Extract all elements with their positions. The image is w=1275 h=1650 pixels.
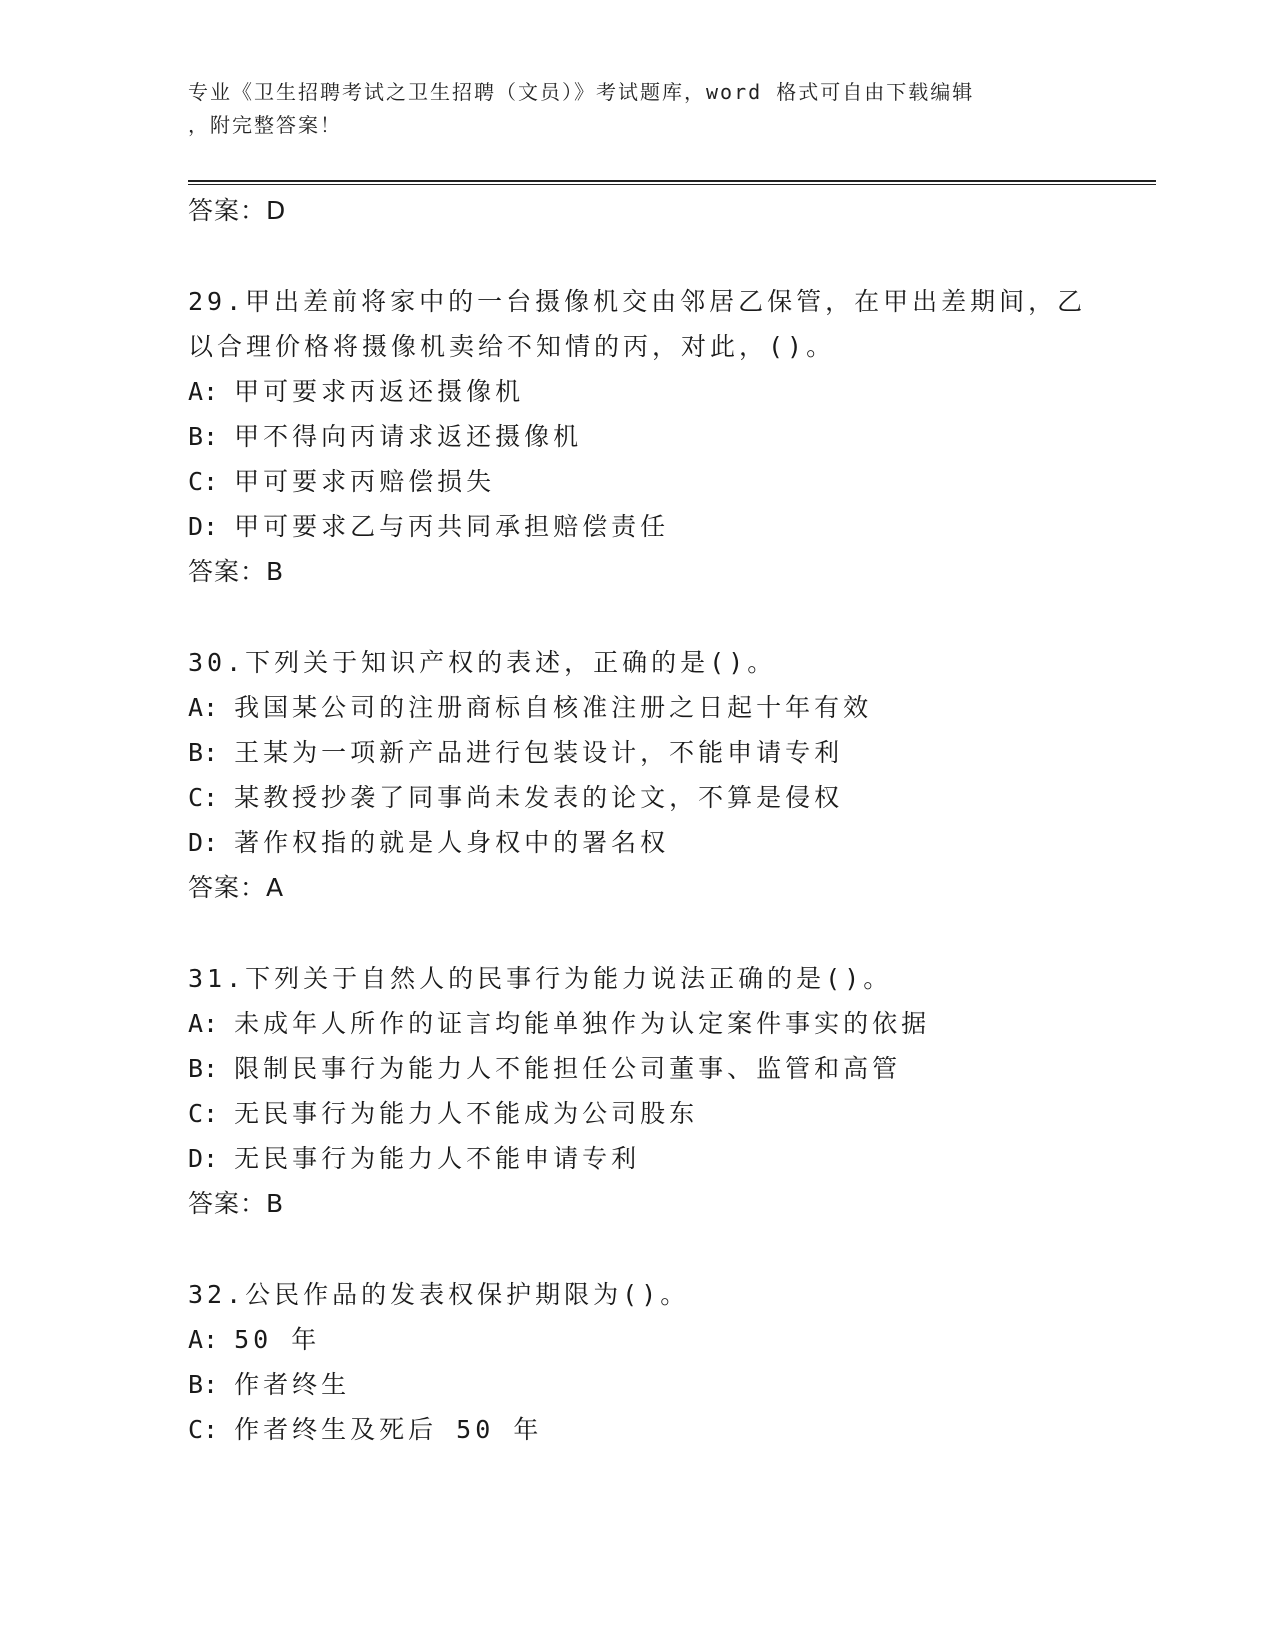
option-text: 王某为一项新产品进行包装设计，不能申请专利 [234,738,844,767]
option-b [188,730,1156,775]
option-letter: C: [188,1415,219,1444]
question-text: 31.下列关于自然人的民事行为能力说法正确的是()。 [188,964,893,993]
option-text: 无民事行为能力人不能成为公司股东 [234,1099,699,1128]
option-b [188,1362,1156,1407]
answer-line: 答案：B [188,1189,285,1218]
option-text: 未成年人所作的证言均能单独作为认定案件事实的依据 [234,1009,931,1038]
option-text: 某教授抄袭了同事尚未发表的论文，不算是侵权 [234,783,844,812]
header-line-2: ，附完整答案！ [188,113,342,137]
question-block [188,279,1156,594]
option-c [188,775,1156,820]
option-text: 甲可要求丙赔偿损失 [234,467,496,496]
header-line-1: 专业《卫生招聘考试之卫生招聘（文员）》考试题库，word 格式可自由下载编辑 [188,80,975,104]
option-text: 甲可要求乙与丙共同承担赔偿责任 [234,512,670,541]
option-d [188,1136,1156,1181]
question-content [188,188,1156,1452]
spacer [188,594,1156,640]
option-text: 50 年 [234,1325,321,1354]
option-c [188,459,1156,504]
option-text: 作者终生及死后 50 年 [234,1415,543,1444]
header-divider [188,180,1156,182]
question-text: 30.下列关于知识产权的表述，正确的是()。 [188,648,777,677]
option-a [188,1001,1156,1046]
header-divider-thin [188,184,1156,185]
option-letter: D: [188,1144,219,1173]
option-text: 我国某公司的注册商标自核准注册之日起十年有效 [234,693,873,722]
option-letter: B: [188,1054,219,1083]
option-letter: B: [188,738,219,767]
answer-line: 答案：D [188,196,287,225]
answer-line: 答案：B [188,557,285,586]
document-header [188,76,1088,142]
option-letter: A: [188,693,219,722]
option-letter: A: [188,377,219,406]
option-letter: C: [188,1099,219,1128]
option-text: 甲不得向丙请求返还摄像机 [234,422,583,451]
option-letter: C: [188,783,219,812]
option-letter: B: [188,1370,219,1399]
question-text: 以合理价格将摄像机卖给不知情的丙，对此，()。 [188,332,836,361]
option-a [188,1317,1156,1362]
question-text: 29.甲出差前将家中的一台摄像机交由邻居乙保管，在甲出差期间，乙 [188,287,1087,316]
option-letter: D: [188,828,219,857]
question-block [188,1272,1156,1452]
option-d [188,504,1156,549]
option-a [188,685,1156,730]
question-text: 32.公民作品的发表权保护期限为()。 [188,1280,690,1309]
option-text: 限制民事行为能力人不能担任公司董事、监管和高管 [234,1054,902,1083]
option-letter: A: [188,1325,219,1354]
option-a [188,369,1156,414]
option-b [188,1046,1156,1091]
question-block [188,956,1156,1226]
answer-line: 答案：A [188,873,285,902]
option-b [188,414,1156,459]
spacer [188,910,1156,956]
option-letter: A: [188,1009,219,1038]
option-c [188,1091,1156,1136]
option-text: 作者终生 [234,1370,351,1399]
question-block [188,640,1156,910]
option-text: 甲可要求丙返还摄像机 [234,377,525,406]
option-letter: C: [188,467,219,496]
option-c [188,1407,1156,1452]
option-letter: D: [188,512,219,541]
option-d [188,820,1156,865]
spacer [188,233,1156,279]
option-text: 无民事行为能力人不能申请专利 [234,1144,641,1173]
option-text: 著作权指的就是人身权中的署名权 [234,828,670,857]
option-letter: B: [188,422,219,451]
spacer [188,1226,1156,1272]
